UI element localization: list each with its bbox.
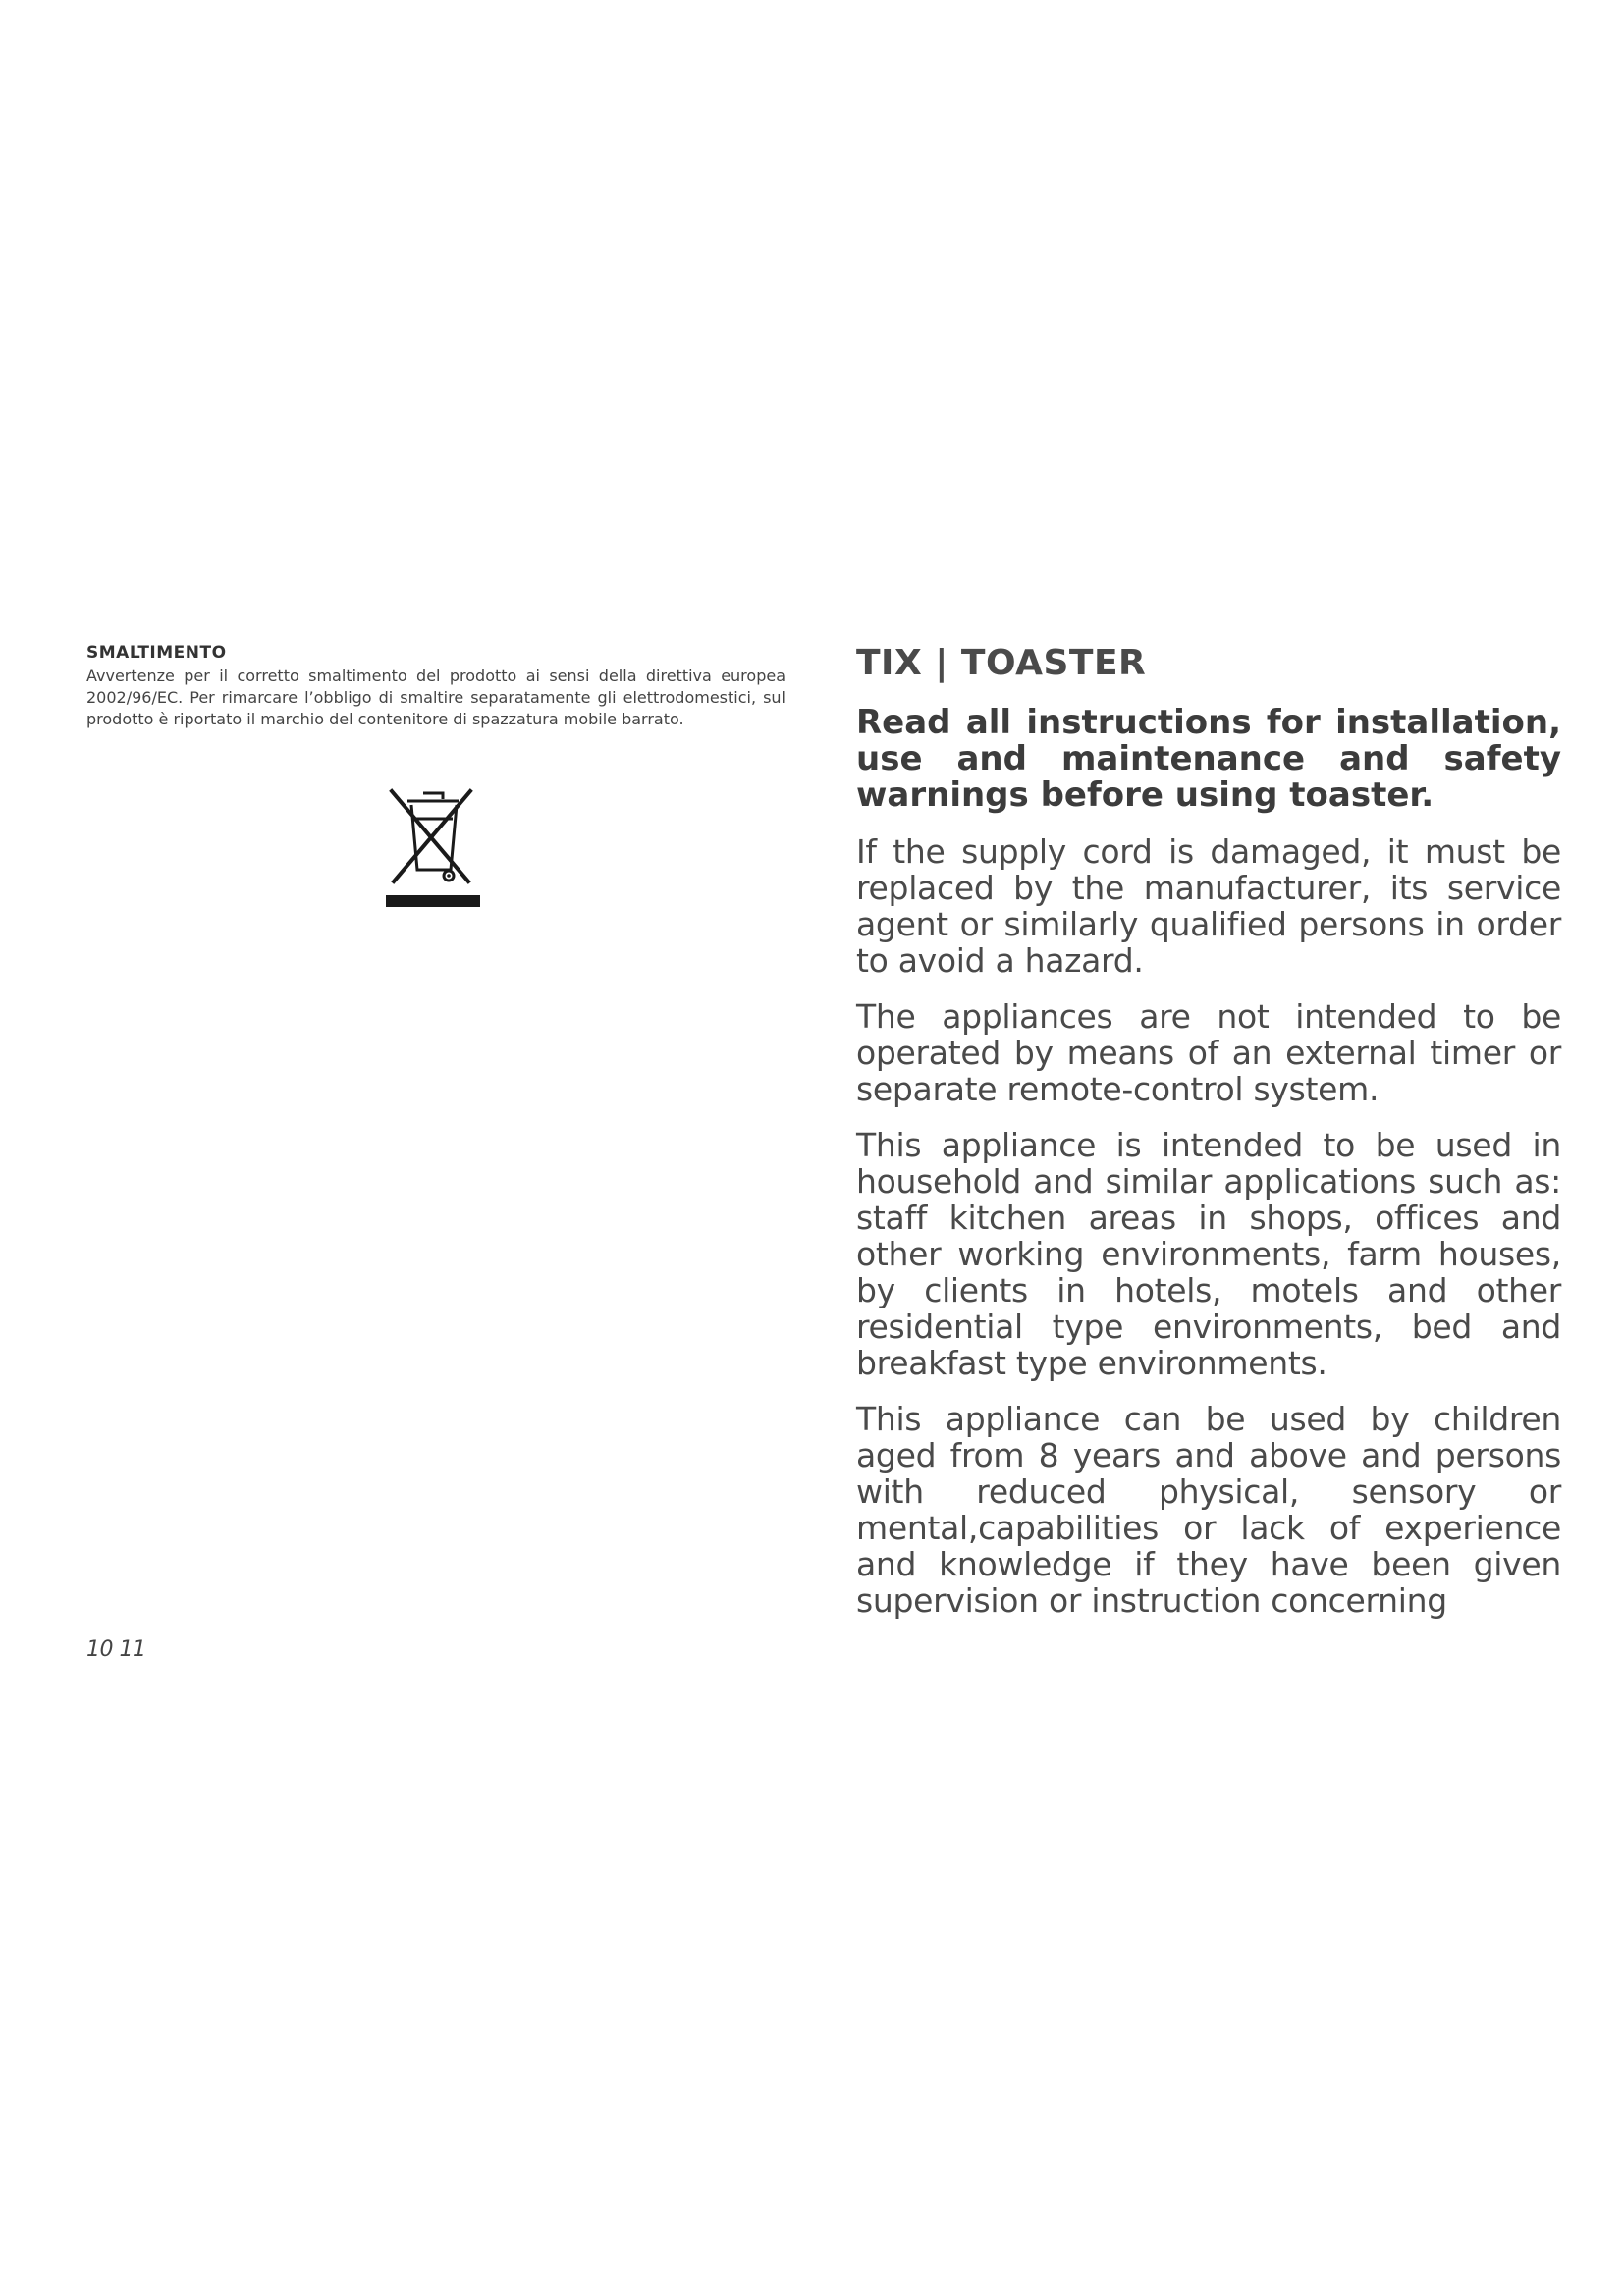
- disposal-text: Avvertenze per il corretto smaltimento del prodotto ai sensi della direttiva europea 2002/96/EC. Per rimarcare l’obbligo di smaltire separatamente gli elettrodomestici, sul prodotto è riportato il marchio del contenitore di spazzatura mobile barrato.: [86, 667, 785, 728]
- disposal-heading: SMALTIMENTO: [86, 643, 227, 663]
- crossed-out-wheelie-bin-icon: [386, 785, 480, 913]
- paragraph-external-timer: The appliances are not intended to be operated by means of an external timer or separate remote-control system.: [856, 997, 1561, 1108]
- disposal-section: [86, 642, 785, 730]
- paragraph-children-use: This appliance can be used by children aged from 8 years and above and persons with reduced physical, sensory or mental,capabilities or lack of experience and knowledge if they have been given supervision or instruction concerning: [856, 1400, 1561, 1620]
- toaster-safety-section: [856, 642, 1561, 1638]
- safety-warning-heading: Read all instructions for installation, use and maintenance and safety warnings before using toaster.: [856, 703, 1561, 815]
- document-title: TIX | TOASTER: [856, 643, 1147, 683]
- paragraph-supply-cord: If the supply cord is damaged, it must be replaced by the manufacturer, its service agent or similarly qualified persons in order to avoid a hazard.: [856, 832, 1561, 980]
- paragraph-intended-use: This appliance is intended to be used in household and similar applications such as: staff kitchen areas in shops, offices and other working environments, farm houses, by clients in hotels, motels and other residential type environments, bed and breakfast type environments.: [856, 1126, 1561, 1382]
- page-numbers: 10 11: [86, 1637, 146, 1662]
